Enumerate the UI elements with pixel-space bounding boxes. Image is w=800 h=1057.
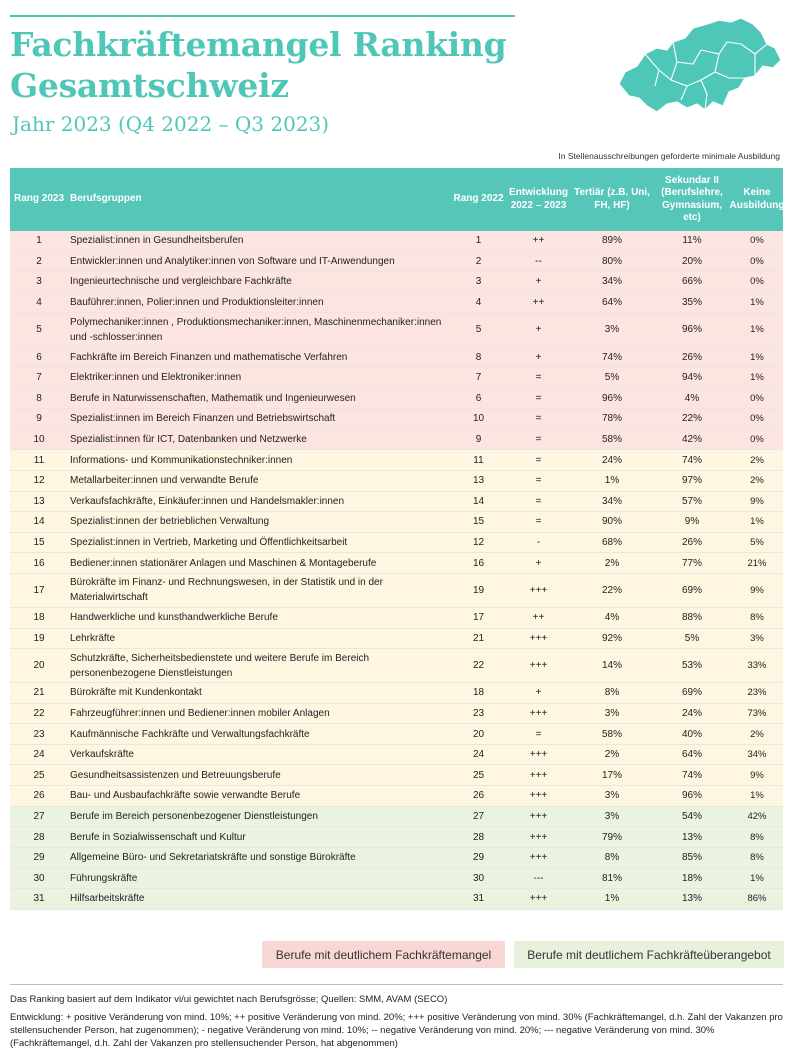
cell-keine-ausbildung: 33%	[747, 660, 767, 672]
cell-sekundar: 97%	[681, 475, 702, 487]
cell-rank-2023: 17	[33, 584, 45, 596]
table-row	[10, 293, 783, 314]
cell-keine-ausbildung: 23%	[747, 687, 767, 699]
table-row	[10, 389, 783, 410]
cell-sekundar: 22%	[681, 413, 702, 425]
cell-rank-2022: 27	[472, 810, 485, 822]
cell-sekundar: 20%	[681, 255, 702, 267]
cell-tertiaer: 58%	[601, 434, 622, 446]
cell-keine-ausbildung: 9%	[750, 584, 764, 596]
cell-rank-2022: 2	[475, 255, 482, 267]
cell-entwicklung: =	[535, 728, 542, 740]
cell-rank-2023: 16	[33, 557, 45, 569]
cell-rank-2023: 2	[36, 255, 42, 267]
cell-rank-2022: 4	[475, 297, 482, 309]
cell-rank-2022: 25	[472, 769, 485, 781]
cell-berufsgruppe: Bauführer:innen, Polier:innen und Produktionsleiter:innen	[70, 297, 324, 309]
table-row	[10, 827, 783, 848]
cell-berufsgruppe: Fachkräfte im Bereich Finanzen und mathematische Verfahren	[70, 351, 348, 363]
table-body	[10, 231, 783, 910]
table-row	[10, 450, 783, 471]
cell-keine-ausbildung: 1%	[750, 324, 764, 336]
cell-rank-2023: 18	[33, 612, 45, 624]
cell-entwicklung: +++	[529, 769, 548, 781]
cell-sekundar: 69%	[681, 687, 702, 699]
cell-rank-2022: 31	[472, 893, 485, 905]
table-row	[10, 745, 783, 766]
cell-rank-2022: 6	[475, 392, 482, 404]
cell-rank-2022: 8	[475, 351, 482, 363]
table-row	[10, 868, 783, 889]
cell-rank-2022: 12	[472, 537, 485, 549]
cell-tertiaer: 8%	[604, 687, 620, 699]
col-keine-ausbildung: Keine Ausbildung	[729, 187, 785, 211]
cell-tertiaer: 3%	[604, 810, 620, 822]
cell-rank-2023: 26	[33, 790, 45, 802]
cell-keine-ausbildung: 1%	[750, 790, 764, 802]
table-row	[10, 608, 783, 629]
footer-divider	[10, 984, 783, 985]
table-row	[10, 368, 783, 389]
cell-tertiaer: 2%	[604, 557, 620, 569]
cell-entwicklung: =	[535, 495, 542, 507]
cell-rank-2022: 19	[472, 584, 485, 596]
cell-berufsgruppe: Handwerkliche und kunsthandwerkliche Berufe	[70, 612, 278, 624]
table-row	[10, 848, 783, 869]
cell-tertiaer: 3%	[604, 324, 620, 336]
cell-rank-2022: 22	[472, 660, 485, 672]
cell-sekundar: 40%	[681, 728, 702, 740]
cell-entwicklung: +	[535, 557, 542, 569]
cell-rank-2023: 11	[33, 454, 45, 466]
cell-keine-ausbildung: 5%	[750, 537, 764, 549]
cell-entwicklung: +++	[529, 707, 548, 719]
cell-keine-ausbildung: 1%	[750, 872, 764, 884]
table-row	[10, 409, 783, 430]
cell-keine-ausbildung: 8%	[750, 852, 764, 864]
cell-rank-2022: 23	[472, 707, 485, 719]
table-row	[10, 683, 783, 704]
cell-berufsgruppe: Spezialist:innen der betrieblichen Verwaltung	[70, 516, 270, 528]
cell-berufsgruppe: Bürokräfte im Finanz- und Rechnungswesen, in der Statistik und in der Materialwirtschaft	[70, 577, 383, 604]
cell-tertiaer: 1%	[604, 475, 620, 487]
cell-entwicklung: +++	[529, 660, 548, 672]
cell-rank-2023: 19	[33, 632, 45, 644]
cell-sekundar: 64%	[681, 749, 702, 761]
cell-sekundar: 53%	[681, 660, 702, 672]
table-row	[10, 430, 783, 451]
cell-tertiaer: 3%	[604, 790, 620, 802]
cell-sekundar: 35%	[681, 297, 702, 309]
cell-rank-2023: 10	[33, 434, 45, 446]
cell-keine-ausbildung: 1%	[750, 372, 764, 384]
cell-rank-2022: 28	[472, 831, 485, 843]
legend-surplus: Berufe mit deutlichem Fachkräfteüberangebot	[514, 941, 784, 968]
cell-entwicklung: ---	[533, 872, 544, 884]
table-row	[10, 649, 783, 683]
cell-sekundar: 5%	[684, 632, 700, 644]
cell-rank-2022: 9	[475, 434, 482, 446]
cell-berufsgruppe: Allgemeine Büro- und Sekretariatskräfte und sonstige Bürokräfte	[70, 852, 356, 864]
cell-rank-2023: 15	[33, 537, 45, 549]
cell-tertiaer: 92%	[601, 632, 622, 644]
cell-keine-ausbildung: 0%	[750, 276, 764, 288]
cell-tertiaer: 96%	[601, 392, 622, 404]
cell-entwicklung: =	[535, 372, 542, 384]
cell-keine-ausbildung: 0%	[750, 392, 764, 404]
cell-sekundar: 74%	[681, 454, 702, 466]
cell-tertiaer: 79%	[601, 831, 622, 843]
cell-berufsgruppe: Berufe im Bereich personenbezogener Dienstleistungen	[70, 810, 318, 822]
cell-keine-ausbildung: 0%	[750, 255, 764, 267]
cell-rank-2023: 24	[33, 749, 45, 761]
cell-entwicklung: +	[535, 351, 542, 363]
page-subtitle: Jahr 2023 (Q4 2022 – Q3 2023)	[12, 112, 330, 136]
cell-tertiaer: 24%	[601, 454, 622, 466]
cell-berufsgruppe: Elektriker:innen und Elektroniker:innen	[70, 372, 242, 384]
table-row	[10, 252, 783, 273]
cell-rank-2022: 3	[475, 276, 482, 288]
cell-tertiaer: 78%	[601, 413, 622, 425]
cell-entwicklung: =	[535, 475, 542, 487]
cell-tertiaer: 74%	[601, 351, 622, 363]
cell-berufsgruppe: Verkaufskräfte	[70, 749, 134, 761]
table-row	[10, 889, 783, 910]
cell-entwicklung: =	[535, 434, 542, 446]
cell-sekundar: 11%	[682, 235, 702, 247]
table-header	[10, 168, 783, 231]
cell-berufsgruppe: Informations- und Kommunikationstechniker:innen	[70, 454, 293, 466]
table-row	[10, 533, 783, 554]
cell-entwicklung: ++	[532, 297, 545, 309]
cell-berufsgruppe: Verkaufsfachkräfte, Einkäufer:innen und Handelsmakler:innen	[70, 495, 345, 507]
cell-rank-2022: 1	[475, 235, 482, 247]
cell-entwicklung: +	[535, 324, 542, 336]
table-note: In Stellenausschreibungen geforderte minimale Ausbildung	[558, 151, 780, 161]
source-note: Das Ranking basiert auf dem Indikator vi/ui gewichtet nach Berufsgrösse; Quellen: SMM, AVAM (SECO)	[10, 994, 448, 1005]
cell-keine-ausbildung: 9%	[750, 495, 764, 507]
cell-entwicklung: +++	[529, 749, 548, 761]
cell-entwicklung: ++	[532, 235, 545, 247]
cell-sekundar: 13%	[681, 831, 702, 843]
cell-sekundar: 77%	[681, 557, 702, 569]
cell-keine-ausbildung: 0%	[750, 434, 764, 446]
cell-entwicklung: --	[535, 255, 542, 267]
cell-keine-ausbildung: 2%	[750, 475, 764, 487]
cell-keine-ausbildung: 2%	[750, 728, 764, 740]
cell-berufsgruppe: Metallarbeiter:innen und verwandte Berufe	[70, 475, 259, 487]
cell-tertiaer: 8%	[604, 852, 620, 864]
cell-sekundar: 85%	[681, 852, 702, 864]
cell-rank-2022: 24	[472, 749, 485, 761]
cell-keine-ausbildung: 0%	[750, 413, 764, 425]
cell-keine-ausbildung: 8%	[750, 612, 764, 624]
cell-tertiaer: 4%	[604, 612, 620, 624]
cell-entwicklung: +++	[529, 831, 548, 843]
cell-rank-2022: 29	[472, 852, 485, 864]
cell-keine-ausbildung: 1%	[750, 516, 764, 528]
col-tertiaer: Tertiär (z.B. Uni, FH, HF)	[574, 187, 650, 211]
cell-rank-2023: 5	[36, 324, 42, 336]
cell-rank-2022: 16	[472, 557, 485, 569]
cell-sekundar: 54%	[681, 810, 702, 822]
cell-rank-2022: 7	[475, 372, 482, 384]
cell-entwicklung: -	[536, 537, 541, 549]
cell-rank-2022: 14	[472, 495, 485, 507]
cell-rank-2023: 23	[33, 728, 45, 740]
cell-sekundar: 24%	[681, 707, 702, 719]
cell-tertiaer: 64%	[601, 297, 622, 309]
cell-sekundar: 88%	[681, 612, 702, 624]
cell-sekundar: 42%	[681, 434, 702, 446]
cell-berufsgruppe: Bürokräfte mit Kundenkontakt	[70, 687, 202, 699]
cell-berufsgruppe: Fahrzeugführer:innen und Bediener:innen mobiler Anlagen	[70, 707, 330, 719]
cell-tertiaer: 90%	[601, 516, 622, 528]
cell-entwicklung: =	[535, 392, 542, 404]
cell-rank-2022: 18	[472, 687, 485, 699]
cell-tertiaer: 68%	[601, 537, 622, 549]
cell-tertiaer: 2%	[604, 749, 620, 761]
cell-berufsgruppe: Spezialist:innen in Vertrieb, Marketing und Öffentlichkeitsarbeit	[70, 537, 348, 549]
cell-berufsgruppe: Entwickler:innen und Analytiker:innen von Software und IT-Anwendungen	[70, 255, 395, 267]
cell-tertiaer: 3%	[604, 707, 620, 719]
col-rank-2023: Rang 2023	[13, 193, 65, 205]
table-row	[10, 492, 783, 513]
cell-sekundar: 57%	[681, 495, 702, 507]
cell-rank-2023: 20	[33, 660, 45, 672]
cell-rank-2023: 28	[33, 831, 45, 843]
cell-sekundar: 26%	[681, 351, 702, 363]
cell-rank-2022: 26	[472, 790, 485, 802]
cell-rank-2022: 5	[475, 324, 482, 336]
cell-berufsgruppe: Gesundheitsassistenzen und Betreuungsberufe	[70, 769, 281, 781]
cell-keine-ausbildung: 73%	[747, 707, 767, 719]
cell-rank-2023: 29	[33, 852, 45, 864]
table-row	[10, 471, 783, 492]
cell-tertiaer: 14%	[601, 660, 622, 672]
table-row	[10, 553, 783, 574]
cell-rank-2022: 11	[473, 454, 484, 466]
cell-rank-2023: 9	[36, 413, 42, 425]
cell-berufsgruppe: Führungskräfte	[70, 872, 138, 884]
cell-entwicklung: +++	[529, 852, 548, 864]
cell-keine-ausbildung: 3%	[750, 632, 764, 644]
cell-tertiaer: 80%	[601, 255, 622, 267]
cell-tertiaer: 34%	[601, 495, 622, 507]
table-row	[10, 724, 783, 745]
cell-sekundar: 69%	[681, 584, 702, 596]
cell-tertiaer: 81%	[601, 872, 622, 884]
cell-tertiaer: 58%	[601, 728, 622, 740]
cell-rank-2023: 4	[36, 297, 42, 309]
table-row	[10, 231, 783, 252]
cell-entwicklung: =	[535, 413, 542, 425]
table-row	[10, 807, 783, 828]
switzerland-map-icon	[615, 14, 785, 118]
cell-sekundar: 13%	[681, 893, 702, 905]
cell-sekundar: 9%	[684, 516, 700, 528]
cell-entwicklung: +	[535, 687, 542, 699]
cell-sekundar: 94%	[681, 372, 702, 384]
table-row	[10, 786, 783, 807]
cell-rank-2023: 1	[36, 235, 42, 247]
cell-sekundar: 4%	[684, 392, 700, 404]
cell-rank-2022: 13	[472, 475, 485, 487]
cell-rank-2022: 20	[472, 728, 485, 740]
cell-tertiaer: 34%	[601, 276, 622, 288]
cell-keine-ausbildung: 34%	[747, 749, 767, 761]
cell-sekundar: 66%	[681, 276, 702, 288]
table-row	[10, 704, 783, 725]
cell-berufsgruppe: Ingenieurtechnische und vergleichbare Fachkräfte	[70, 276, 292, 288]
cell-berufsgruppe: Berufe in Naturwissenschaften, Mathematik und Ingenieurwesen	[70, 392, 356, 404]
cell-berufsgruppe: Spezialist:innen für ICT, Datenbanken und Netzwerke	[70, 434, 307, 446]
cell-berufsgruppe: Bau- und Ausbaufachkräfte sowie verwandte Berufe	[70, 790, 301, 802]
cell-rank-2022: 17	[472, 612, 485, 624]
cell-berufsgruppe: Schutzkräfte, Sicherheitsbedienstete und weitere Berufe im Bereich personenbezogene Dienstleistungen	[70, 652, 370, 679]
table-row	[10, 574, 783, 608]
cell-rank-2023: 30	[33, 872, 45, 884]
cell-entwicklung: ++	[532, 612, 545, 624]
cell-rank-2022: 21	[472, 632, 485, 644]
cell-rank-2023: 13	[33, 495, 45, 507]
cell-sekundar: 74%	[681, 769, 702, 781]
cell-rank-2023: 25	[33, 769, 45, 781]
cell-berufsgruppe: Spezialist:innen in Gesundheitsberufen	[70, 235, 244, 247]
cell-keine-ausbildung: 0%	[750, 235, 764, 247]
col-sekundar: Sekundar II (Berufslehre, Gymnasium, etc)	[661, 174, 723, 223]
cell-entwicklung: +++	[529, 790, 548, 802]
cell-berufsgruppe: Berufe in Sozialwissenschaft und Kultur	[70, 831, 246, 843]
cell-tertiaer: 89%	[601, 235, 622, 247]
cell-tertiaer: 1%	[604, 893, 620, 905]
table-row	[10, 313, 783, 347]
cell-keine-ausbildung: 9%	[750, 769, 764, 781]
cell-entwicklung: +++	[529, 632, 548, 644]
cell-rank-2023: 3	[36, 276, 42, 288]
cell-rank-2022: 10	[472, 413, 485, 425]
cell-berufsgruppe: Hilfsarbeitskräfte	[70, 893, 145, 905]
cell-keine-ausbildung: 8%	[750, 831, 764, 843]
cell-rank-2023: 7	[36, 372, 42, 384]
cell-tertiaer: 17%	[601, 769, 622, 781]
cell-entwicklung: +++	[529, 584, 548, 596]
cell-entwicklung: +++	[529, 810, 548, 822]
cell-sekundar: 26%	[681, 537, 702, 549]
cell-rank-2022: 30	[472, 872, 485, 884]
cell-tertiaer: 5%	[604, 372, 620, 384]
cell-entwicklung: =	[535, 516, 542, 528]
cell-keine-ausbildung: 2%	[750, 454, 764, 466]
cell-berufsgruppe: Polymechaniker:innen , Produktionsmechaniker:innen, Maschinenmechaniker:innen und -schlosser:innen	[70, 316, 442, 343]
cell-berufsgruppe: Lehrkräfte	[70, 632, 116, 644]
col-berufsgruppen: Berufsgruppen	[70, 193, 142, 205]
table-row	[10, 629, 783, 650]
cell-rank-2023: 12	[33, 475, 45, 487]
col-entwicklung: Entwicklung 2022 – 2023	[509, 187, 568, 211]
legend-shortage: Berufe mit deutlichem Fachkräftemangel	[262, 941, 505, 968]
cell-keine-ausbildung: 21%	[747, 557, 767, 569]
cell-rank-2023: 31	[33, 893, 45, 905]
cell-rank-2023: 6	[36, 351, 42, 363]
table-row	[10, 512, 783, 533]
col-rank-2022: Rang 2022	[453, 193, 504, 205]
cell-berufsgruppe: Spezialist:innen im Bereich Finanzen und Betriebswirtschaft	[70, 413, 336, 425]
cell-berufsgruppe: Kaufmännische Fachkräfte und Verwaltungsfachkräfte	[70, 728, 310, 740]
title-rule	[10, 15, 515, 17]
table-row	[10, 347, 783, 368]
cell-entwicklung: +++	[529, 893, 548, 905]
cell-rank-2023: 8	[36, 392, 42, 404]
page-title: Fachkräftemangel Ranking Gesamtschweiz	[10, 25, 507, 105]
cell-sekundar: 96%	[681, 324, 702, 336]
cell-keine-ausbildung: 1%	[750, 297, 764, 309]
cell-rank-2022: 15	[472, 516, 485, 528]
cell-sekundar: 18%	[681, 872, 702, 884]
cell-berufsgruppe: Bediener:innen stationärer Anlagen und Maschinen & Montageberufe	[70, 557, 377, 569]
cell-rank-2023: 22	[33, 707, 45, 719]
trend-legend-note: Entwicklung: + positive Veränderung von mind. 10%; ++ positive Veränderung von mind. 20%; +++ positive Veränderung von mind. 30% (Fachkräftemangel, d.h. Zahl der Vakanzen pro stellensuchender Person, hat zugenommen); - negative Veränderung von mind. 10%; -- negative Veränderung von mind. 20%; --- negative Veränderung von mind. 30% (Fachkräftemangel, d.h. Zahl der Vakanzen pro stellensuchender Person, hat abgenommen)	[10, 1012, 783, 1049]
table-row	[10, 765, 783, 786]
cell-entwicklung: =	[535, 454, 542, 466]
cell-tertiaer: 22%	[601, 584, 622, 596]
ranking-table	[10, 168, 783, 910]
cell-entwicklung: +	[535, 276, 542, 288]
cell-keine-ausbildung: 1%	[750, 351, 764, 363]
cell-rank-2023: 21	[33, 687, 45, 699]
cell-rank-2023: 27	[33, 810, 45, 822]
cell-keine-ausbildung: 86%	[747, 893, 767, 905]
cell-sekundar: 96%	[681, 790, 702, 802]
cell-keine-ausbildung: 42%	[747, 810, 767, 822]
cell-rank-2023: 14	[33, 516, 45, 528]
table-row	[10, 272, 783, 293]
